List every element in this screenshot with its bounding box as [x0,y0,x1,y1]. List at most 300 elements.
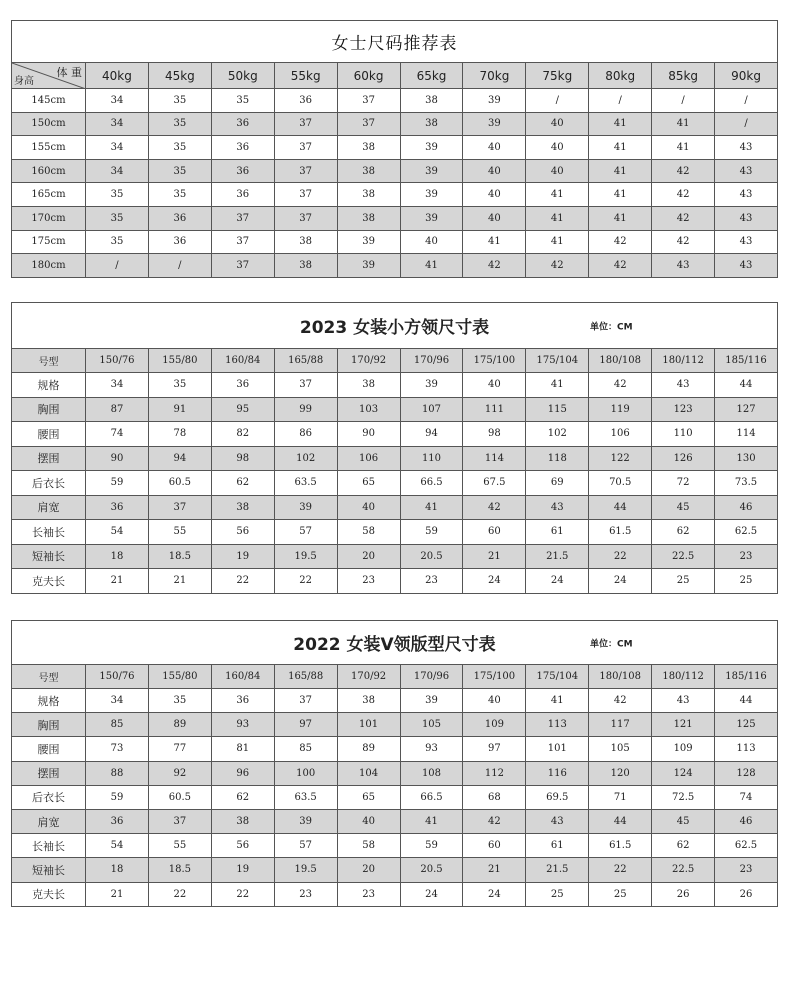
value-cell: 115 [526,397,589,422]
value-cell: 37 [211,230,274,254]
value-cell: 67.5 [463,471,526,496]
value-cell: 21.5 [526,544,589,569]
row-label-cell: 肩宽 [12,495,86,520]
value-cell: 42 [589,373,652,398]
value-cell: 41 [400,495,463,520]
value-cell: 91 [148,397,211,422]
size-header-cell: 160/84 [211,349,274,373]
value-cell: 81 [211,737,274,761]
value-cell: 102 [526,422,589,447]
row-label-cell: 胸围 [12,397,86,422]
row-label-cell: 155cm [12,136,86,160]
value-cell: 114 [463,446,526,471]
value-cell: 22 [148,882,211,906]
value-cell: 59 [86,471,149,496]
value-cell: 44 [589,809,652,833]
value-cell: 110 [400,446,463,471]
value-cell: 62 [211,471,274,496]
value-cell: 111 [463,397,526,422]
value-cell: 42 [589,254,652,278]
square-collar-title: 2023 女装小方领尺寸表 [299,318,490,338]
value-cell: 41 [526,689,589,713]
value-cell: 40 [463,183,526,207]
value-cell: 60 [463,520,526,545]
value-cell: 93 [211,713,274,737]
value-cell: 26 [715,882,778,906]
value-cell: 34 [86,373,149,398]
value-cell: 23 [715,858,778,882]
table-row [12,809,778,833]
value-cell: 37 [274,183,337,207]
size-header-cell: 170/96 [400,349,463,373]
value-cell: 39 [400,159,463,183]
value-cell: 42 [652,230,715,254]
row-label-cell: 170cm [12,206,86,230]
value-cell: 37 [337,89,400,113]
corner-height-label: 身高 [14,76,34,87]
value-cell: 42 [589,689,652,713]
value-cell: 107 [400,397,463,422]
value-cell: 42 [652,183,715,207]
value-cell: 105 [400,713,463,737]
value-cell: 20 [337,544,400,569]
value-cell: 42 [463,495,526,520]
row-label-cell: 长袖长 [12,520,86,545]
value-cell: 41 [400,254,463,278]
value-cell: 25 [715,569,778,594]
value-cell: 22 [211,882,274,906]
value-cell: 45 [652,495,715,520]
table-row [12,136,778,160]
size-header-cell: 185/116 [715,665,778,689]
table-title-cell [12,303,778,349]
value-cell: 119 [589,397,652,422]
size-header-cell: 180/108 [589,665,652,689]
value-cell: / [652,89,715,113]
value-cell: 24 [463,882,526,906]
value-cell: 41 [589,159,652,183]
value-cell: 54 [86,520,149,545]
row-label-cell: 腰围 [12,422,86,447]
value-cell: 40 [463,373,526,398]
value-cell: 19 [211,544,274,569]
value-cell: / [715,89,778,113]
value-cell: 61 [526,834,589,858]
size-recommendation-table [11,20,778,278]
value-cell: 58 [337,520,400,545]
value-cell: 94 [148,446,211,471]
row-label-cell: 短袖长 [12,544,86,569]
value-cell: 39 [400,183,463,207]
value-cell: 121 [652,713,715,737]
value-cell: 20.5 [400,544,463,569]
value-cell: 24 [589,569,652,594]
value-cell: 40 [463,206,526,230]
value-cell: 114 [715,422,778,447]
value-cell: 92 [148,761,211,785]
value-cell: 35 [148,183,211,207]
value-cell: 93 [400,737,463,761]
value-cell: 62.5 [715,834,778,858]
value-cell: 38 [400,89,463,113]
value-cell: 73 [86,737,149,761]
value-cell: 22.5 [652,858,715,882]
value-cell: / [148,254,211,278]
value-cell: 23 [337,569,400,594]
value-cell: 44 [589,495,652,520]
value-cell: / [86,254,149,278]
value-cell: 77 [148,737,211,761]
value-cell: 45 [652,809,715,833]
value-cell: 43 [715,230,778,254]
table-row [12,858,778,882]
value-cell: 36 [148,206,211,230]
value-cell: 34 [86,112,149,136]
value-cell: 62 [652,834,715,858]
value-cell: 38 [400,112,463,136]
value-cell: 78 [148,422,211,447]
value-cell: 120 [589,761,652,785]
row-label-cell: 160cm [12,159,86,183]
value-cell: 26 [652,882,715,906]
value-cell: 35 [148,373,211,398]
value-cell: 20.5 [400,858,463,882]
value-cell: 124 [652,761,715,785]
value-cell: 35 [86,206,149,230]
value-cell: 40 [526,112,589,136]
row-label-cell: 肩宽 [12,809,86,833]
value-cell: 125 [715,713,778,737]
value-cell: 36 [211,689,274,713]
value-cell: 128 [715,761,778,785]
value-cell: 34 [86,159,149,183]
value-cell: 105 [589,737,652,761]
value-cell: 18.5 [148,858,211,882]
row-label-cell: 克夫长 [12,569,86,594]
size-recommendation-section [11,20,778,278]
v-neck-section [11,620,778,907]
value-cell: 41 [589,136,652,160]
value-cell: 41 [589,183,652,207]
value-cell: 74 [715,785,778,809]
value-cell: 40 [337,495,400,520]
size-header-cell: 155/80 [148,349,211,373]
value-cell: 44 [715,373,778,398]
value-cell: 36 [86,495,149,520]
value-cell: 86 [274,422,337,447]
value-cell: 116 [526,761,589,785]
value-cell: 38 [274,254,337,278]
value-cell: 42 [463,809,526,833]
table-row [12,713,778,737]
value-cell: 101 [526,737,589,761]
row-label-cell: 规格 [12,373,86,398]
weight-header-cell: 65kg [400,63,463,89]
value-cell: 37 [211,206,274,230]
value-cell: 109 [463,713,526,737]
value-cell: 130 [715,446,778,471]
value-cell: 126 [652,446,715,471]
value-cell: 69.5 [526,785,589,809]
value-cell: 18 [86,858,149,882]
value-cell: 46 [715,809,778,833]
table-row [12,785,778,809]
value-cell: 41 [652,112,715,136]
value-cell: 55 [148,520,211,545]
row-label-cell: 克夫长 [12,882,86,906]
value-cell: 106 [337,446,400,471]
value-cell: 24 [526,569,589,594]
value-cell: 43 [652,689,715,713]
table-row [12,834,778,858]
value-cell: 113 [526,713,589,737]
value-cell: 57 [274,834,337,858]
value-cell: 36 [211,136,274,160]
value-cell: 88 [86,761,149,785]
value-cell: 95 [211,397,274,422]
value-cell: 59 [400,834,463,858]
value-cell: 73.5 [715,471,778,496]
value-cell: 59 [86,785,149,809]
size-header-cell: 175/104 [526,665,589,689]
value-cell: 21.5 [526,858,589,882]
table-row [12,112,778,136]
value-cell: 22 [589,858,652,882]
value-cell: 90 [337,422,400,447]
value-cell: 18.5 [148,544,211,569]
value-cell: 43 [715,183,778,207]
value-cell: 65 [337,785,400,809]
value-cell: 54 [86,834,149,858]
value-cell: 62 [211,785,274,809]
size-header-cell: 180/108 [589,349,652,373]
value-cell: 23 [337,882,400,906]
value-cell: 36 [211,112,274,136]
value-cell: 23 [715,544,778,569]
value-cell: 43 [715,159,778,183]
value-cell: 123 [652,397,715,422]
value-cell: 108 [400,761,463,785]
weight-header-cell: 85kg [652,63,715,89]
value-cell: 87 [86,397,149,422]
table-title-cell [12,21,778,63]
value-cell: 37 [274,159,337,183]
value-cell: 25 [652,569,715,594]
value-cell: 35 [86,230,149,254]
value-cell: 22 [274,569,337,594]
value-cell: 41 [463,230,526,254]
value-cell: 41 [526,206,589,230]
header-label-cell: 号型 [12,665,86,689]
value-cell: 97 [463,737,526,761]
value-cell: 41 [526,230,589,254]
value-cell: 35 [148,159,211,183]
value-cell: 57 [274,520,337,545]
value-cell: 41 [526,373,589,398]
value-cell: 43 [526,809,589,833]
value-cell: 40 [337,809,400,833]
value-cell: 36 [86,809,149,833]
value-cell: 41 [589,206,652,230]
value-cell: 39 [400,689,463,713]
size-header-cell: 185/116 [715,349,778,373]
value-cell: / [715,112,778,136]
value-cell: 19.5 [274,544,337,569]
row-label-cell: 短袖长 [12,858,86,882]
value-cell: 65 [337,471,400,496]
value-cell: 21 [463,544,526,569]
size-header-cell: 170/92 [337,665,400,689]
row-label-cell: 摆围 [12,446,86,471]
table-row [12,183,778,207]
table-row [12,89,778,113]
value-cell: 63.5 [274,471,337,496]
value-cell: 72 [652,471,715,496]
unit-label: 单位：CM [590,639,633,649]
value-cell: 40 [463,159,526,183]
table-row [12,206,778,230]
value-cell: 96 [211,761,274,785]
value-cell: 38 [337,183,400,207]
value-cell: 35 [148,112,211,136]
value-cell: 42 [526,254,589,278]
row-label-cell: 腰围 [12,737,86,761]
value-cell: 68 [463,785,526,809]
square-collar-section [11,302,778,594]
value-cell: 63.5 [274,785,337,809]
table-row [12,254,778,278]
row-label-cell: 175cm [12,230,86,254]
value-cell: 39 [463,89,526,113]
size-header-cell: 155/80 [148,665,211,689]
value-cell: 22 [211,569,274,594]
size-header-cell: 175/104 [526,349,589,373]
row-label-cell: 规格 [12,689,86,713]
value-cell: 97 [274,713,337,737]
unit-label: 单位：CM [590,322,633,332]
value-cell: 41 [652,136,715,160]
value-cell: 36 [274,89,337,113]
value-cell: 22 [589,544,652,569]
size-header-cell: 170/96 [400,665,463,689]
value-cell: 23 [274,882,337,906]
value-cell: 34 [86,689,149,713]
value-cell: / [526,89,589,113]
weight-header-cell: 55kg [274,63,337,89]
value-cell: 90 [86,446,149,471]
value-cell: 118 [526,446,589,471]
value-cell: 85 [86,713,149,737]
value-cell: 36 [211,183,274,207]
value-cell: 37 [211,254,274,278]
value-cell: 36 [148,230,211,254]
table-row [12,689,778,713]
weight-header-row [12,63,778,89]
value-cell: 41 [400,809,463,833]
value-cell: 70.5 [589,471,652,496]
value-cell: 43 [715,254,778,278]
value-cell: 60.5 [148,785,211,809]
value-cell: 39 [274,495,337,520]
value-cell: 113 [715,737,778,761]
value-cell: 21 [86,882,149,906]
value-cell: 38 [337,159,400,183]
table-row [12,882,778,906]
size-header-row [12,665,778,689]
value-cell: 59 [400,520,463,545]
value-cell: 74 [86,422,149,447]
value-cell: 122 [589,446,652,471]
value-cell: 38 [274,230,337,254]
value-cell: 89 [148,713,211,737]
weight-header-cell: 75kg [526,63,589,89]
value-cell: 38 [337,689,400,713]
value-cell: 102 [274,446,337,471]
row-label-cell: 150cm [12,112,86,136]
value-cell: 62.5 [715,520,778,545]
header-label-cell: 号型 [12,349,86,373]
value-cell: 55 [148,834,211,858]
weight-header-cell: 40kg [86,63,149,89]
value-cell: 35 [86,183,149,207]
value-cell: 127 [715,397,778,422]
value-cell: 42 [589,230,652,254]
value-cell: 85 [274,737,337,761]
value-cell: 40 [526,136,589,160]
value-cell: 19.5 [274,858,337,882]
value-cell: 60.5 [148,471,211,496]
row-label-cell: 后衣长 [12,785,86,809]
value-cell: 35 [148,136,211,160]
value-cell: 37 [274,112,337,136]
value-cell: 39 [463,112,526,136]
table-title-cell [12,621,778,665]
square-collar-size-table [11,302,778,594]
table-row [12,397,778,422]
size-header-cell: 175/100 [463,349,526,373]
size-header-cell: 150/76 [86,349,149,373]
row-label-cell: 胸围 [12,713,86,737]
value-cell: 37 [148,809,211,833]
size-recommendation-title: 女士尺码推荐表 [331,34,458,54]
table-row [12,422,778,447]
table-row [12,446,778,471]
value-cell: 106 [589,422,652,447]
value-cell: 56 [211,520,274,545]
value-cell: 41 [589,112,652,136]
value-cell: 42 [652,159,715,183]
value-cell: 39 [400,373,463,398]
value-cell: 42 [652,206,715,230]
value-cell: 99 [274,397,337,422]
value-cell: 40 [463,689,526,713]
size-header-cell: 165/88 [274,349,337,373]
value-cell: 35 [148,89,211,113]
value-cell: 25 [526,882,589,906]
value-cell: 61.5 [589,520,652,545]
value-cell: 38 [337,206,400,230]
value-cell: 35 [211,89,274,113]
value-cell: 100 [274,761,337,785]
value-cell: 39 [400,206,463,230]
v-neck-size-table [11,620,778,907]
size-header-cell: 170/92 [337,349,400,373]
value-cell: 98 [211,446,274,471]
value-cell: 24 [463,569,526,594]
weight-header-cell: 90kg [715,63,778,89]
size-header-cell: 150/76 [86,665,149,689]
value-cell: 82 [211,422,274,447]
